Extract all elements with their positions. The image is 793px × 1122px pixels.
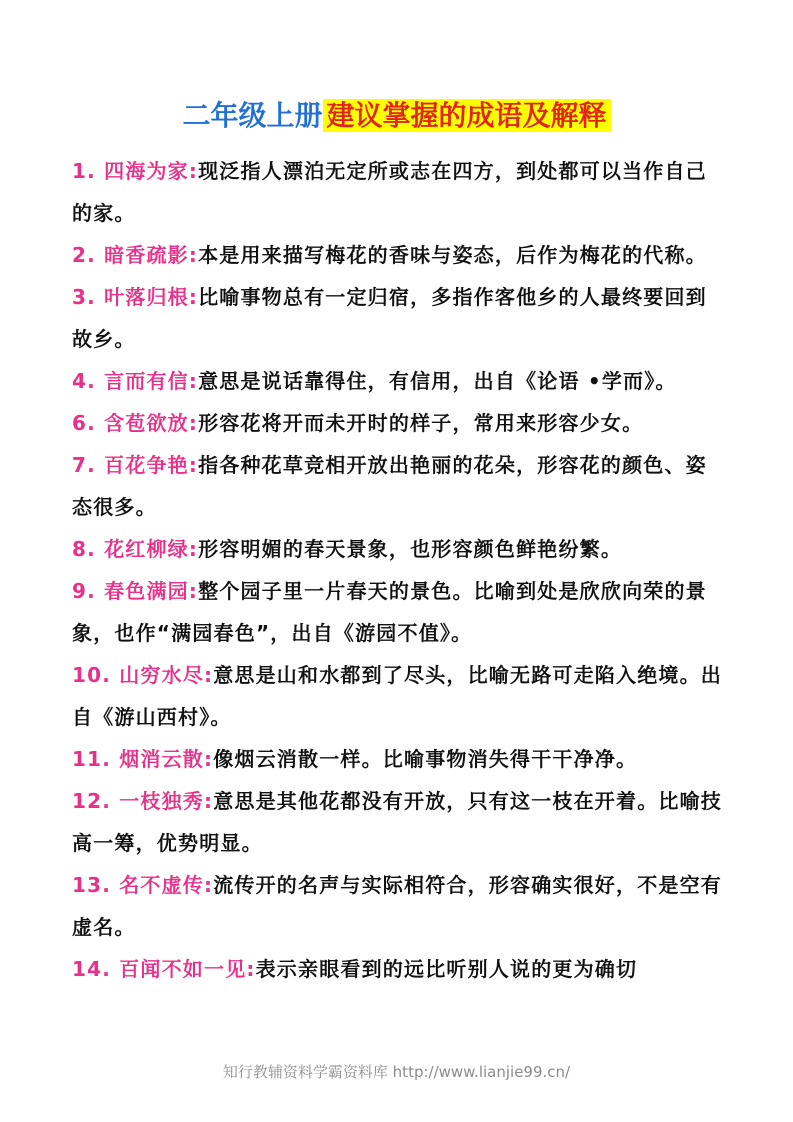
page-title <box>0 96 793 136</box>
list-item <box>72 276 728 360</box>
list-item <box>72 780 728 864</box>
idiom-explanation: 意思是其他花都没有开放，只有这一枝在开着。比喻技高一筹，优势明显。 <box>72 789 723 855</box>
list-item <box>72 360 728 402</box>
idiom-term: 7. 百花争艳: <box>72 453 199 477</box>
list-item <box>72 864 728 948</box>
idiom-explanation: 整个园子里一片春天的景色。比喻到处是欣欣向荣的景象，也作“满园春色”，出自《游园不值》。 <box>72 579 707 645</box>
idiom-term: 3. 叶落归根: <box>72 285 199 309</box>
idiom-explanation: 流传开的名声与实际相符合，形容确实很好，不是空有虚名。 <box>72 873 723 939</box>
idiom-term: 13. 名不虚传: <box>72 873 214 897</box>
list-item <box>72 654 728 738</box>
idiom-term: 11. 烟消云散: <box>72 747 214 771</box>
idiom-explanation: 现泛指人漂泊无定所或志在四方，到处都可以当作自己的家。 <box>72 159 707 225</box>
idiom-list <box>72 150 728 990</box>
idiom-explanation: 意思是说话靠得住，有信用，出自《论语 •学而》。 <box>198 369 677 393</box>
idiom-term: 4. 言而有信: <box>72 369 199 393</box>
idiom-term: 12. 一枝独秀: <box>72 789 214 813</box>
footer-watermark: 知行教辅资料学霸资料库 http://www.lianjie99.cn/ <box>222 1063 571 1081</box>
title-grade: 二年级上册 <box>182 99 323 132</box>
list-item <box>72 948 728 990</box>
list-item <box>72 150 728 234</box>
list-item <box>72 444 728 528</box>
idiom-term: 10. 山穷水尽: <box>72 663 214 687</box>
title-highlight: 建议掌握的成语及解释 <box>323 99 611 132</box>
idiom-explanation: 本是用来描写梅花的香味与姿态，后作为梅花的代称。 <box>198 243 707 267</box>
idiom-explanation: 比喻事物总有一定归宿，多指作客他乡的人最终要回到故乡。 <box>72 285 707 351</box>
idiom-explanation: 表示亲眼看到的远比听别人说的更为确切 <box>255 957 638 981</box>
idiom-term: 9. 春色满园: <box>72 579 199 603</box>
list-item <box>72 738 728 780</box>
idiom-explanation: 指各种花草竞相开放出艳丽的花朵，形容花的颜色、姿态很多。 <box>72 453 707 519</box>
list-item <box>72 234 728 276</box>
idiom-explanation: 形容花将开而未开时的样子，常用来形容少女。 <box>198 411 644 435</box>
idiom-term: 2. 暗香疏影: <box>72 243 199 267</box>
idiom-term: 14. 百闻不如一见: <box>72 957 256 981</box>
idiom-explanation: 意思是山和水都到了尽头，比喻无路可走陷入绝境。出自《游山西村》。 <box>72 663 723 729</box>
list-item <box>72 528 728 570</box>
idiom-explanation: 像烟云消散一样。比喻事物消失得干干净净。 <box>213 747 638 771</box>
idiom-term: 1. 四海为家: <box>72 159 199 183</box>
list-item <box>72 570 728 654</box>
idiom-term: 8. 花红柳绿: <box>72 537 199 561</box>
list-item <box>72 402 728 444</box>
idiom-explanation: 形容明媚的春天景象，也形容颜色鲜艳纷繁。 <box>198 537 623 561</box>
idiom-term: 6. 含苞欲放: <box>72 411 199 435</box>
